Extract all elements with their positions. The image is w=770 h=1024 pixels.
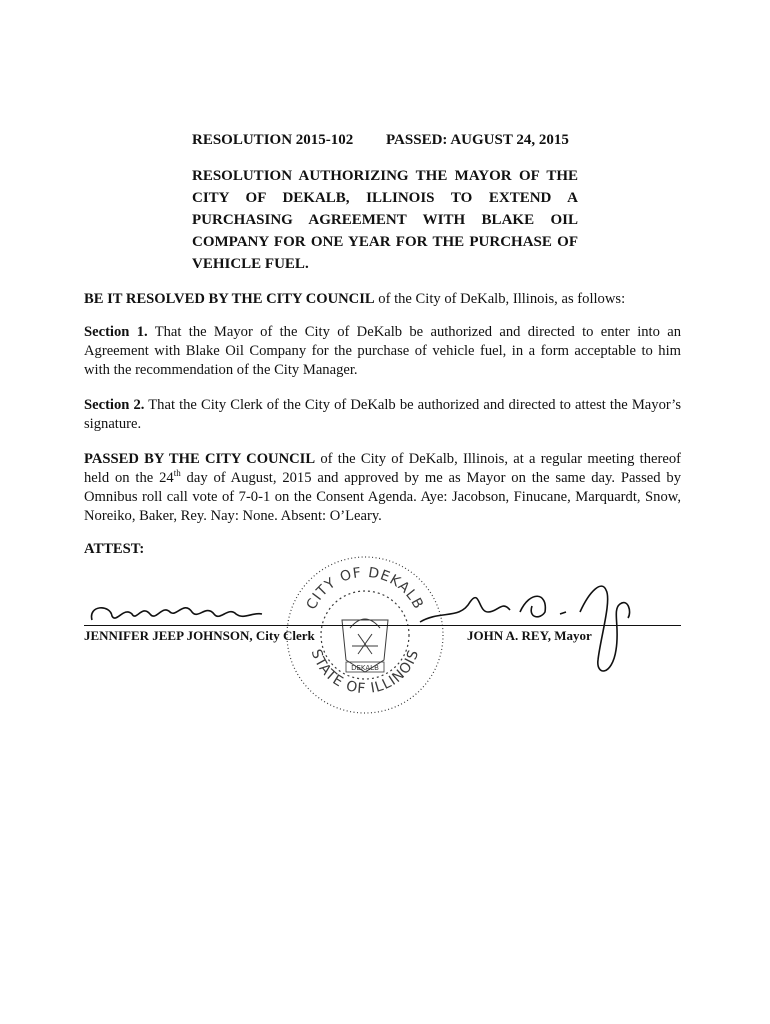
resolution-title: RESOLUTION AUTHORIZING THE MAYOR OF THE CITY OF DEKALB, ILLINOIS TO EXTEND A PURCHASING AGREEMENT WITH BLAKE OIL COMPANY FOR ONE YEAR FOR THE PURCHASE OF VEHICLE FUEL. — [192, 168, 578, 272]
resolution-number: RESOLUTION 2015-102 — [192, 132, 354, 148]
seal-bottom-text: STATE OF ILLINOIS — [307, 647, 423, 698]
passed-lead: PASSED BY THE CITY COUNCIL — [84, 451, 316, 467]
clerk-name: JENNIFER JEEP JOHNSON, City Clerk — [84, 628, 315, 643]
section-1-label: Section 1. — [84, 324, 148, 340]
mayor-name: JOHN A. REY, Mayor — [467, 628, 592, 643]
resolution-heading — [192, 132, 592, 149]
passed-paragraph — [84, 450, 681, 526]
section-1-text: That the Mayor of the City of DeKalb be authorized and directed to enter into an Agreement with Blake Oil Company for the purchase of vehicle fuel, in a form acceptable to him with the recommendation of the City Manager. — [84, 324, 682, 378]
section-2-paragraph — [84, 396, 681, 434]
clerk-signature-icon — [92, 608, 262, 620]
section-1-paragraph — [84, 323, 681, 380]
passed-date: PASSED: AUGUST 24, 2015 — [386, 132, 569, 148]
passed-text-before: of the City of DeKalb, Illinois, at a regular meeting thereof held on the 24 — [84, 451, 681, 486]
resolved-lead: BE IT RESOLVED BY THE CITY COUNCIL — [84, 291, 375, 307]
section-2-text: That the City Clerk of the City of DeKalb be authorized and directed to attest the Mayor’s signature. — [84, 397, 681, 432]
passed-text-after: day of August, 2015 and approved by me as Mayor on the same day. Passed by Omnibus roll call vote of 7-0-1 on the Consent Agenda. Aye: Jacobson, Finucane, Marquardt, Snow, Noreiko, Baker, Rey. Nay: None. Absent: O’Leary. — [84, 470, 682, 524]
signature-line — [84, 625, 681, 626]
seal-center-label: DEKALB — [351, 664, 379, 672]
section-2-label: Section 2. — [84, 397, 145, 413]
seal-top-text: CITY OF DEKALB — [303, 564, 427, 613]
svg-text:CITY OF DEKALB — [304, 565, 427, 613]
resolved-text: of the City of DeKalb, Illinois, as follows: — [374, 291, 626, 307]
passed-day-suffix: th — [173, 468, 181, 479]
resolved-paragraph — [84, 290, 681, 309]
attest-label: ATTEST: — [84, 541, 145, 557]
